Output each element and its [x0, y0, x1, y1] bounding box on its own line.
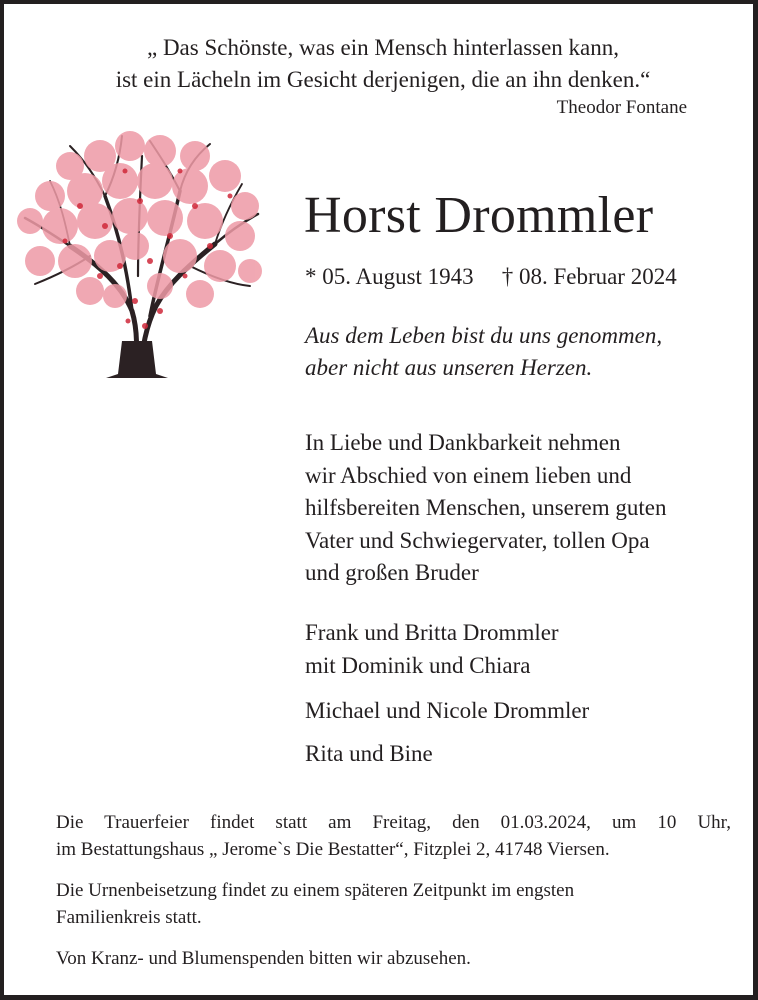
message-line: hilfsbereiten Menschen, unserem guten — [305, 495, 667, 520]
mourner-line: Michael und Nicole Drommler — [305, 698, 590, 723]
urn-line: Familienkreis statt. — [56, 907, 202, 928]
mourner-line: mit Dominik und Chiara — [305, 653, 531, 678]
mourner-group — [305, 737, 433, 770]
motto-line: Aus dem Leben bist du uns genommen, — [305, 323, 663, 348]
urn-line: Die Urnenbeisetzung findet zu einem späteren Zeitpunkt im engsten — [56, 880, 575, 901]
motto — [305, 320, 662, 384]
funeral-line: im Bestattungshaus „ Jerome`s Die Bestatter“, Fitzplei 2, 41748 Viersen. — [56, 839, 610, 860]
funeral-line: Die Trauerfeier findet statt am Freitag, den 01.03.2024, um 10 Uhr, — [56, 812, 731, 833]
death-date: † 08. Februar 2024 — [501, 264, 677, 289]
quote-author: Theodor Fontane — [556, 97, 687, 118]
funeral-info — [56, 809, 731, 863]
quote-line-2: ist ein Lächeln im Gesicht derjenigen, die an ihn denken.“ — [115, 67, 651, 92]
message-line: In Liebe und Dankbarkeit nehmen — [305, 430, 621, 455]
farewell-message — [305, 427, 667, 590]
cherry-blossom-tree-icon — [10, 126, 268, 378]
mourner-group — [305, 616, 559, 682]
quote-line-1: „ Das Schönste, was ein Mensch hinterlassen kann, — [146, 35, 620, 60]
urn-burial-info — [56, 877, 574, 931]
message-line: wir Abschied von einem lieben und — [305, 462, 632, 488]
motto-line: aber nicht aus unseren Herzen. — [305, 355, 593, 380]
message-line: Vater und Schwiegervater, tollen Opa — [305, 527, 650, 553]
mourner-line: Frank und Britta Drommler — [305, 620, 559, 645]
flowers-note: Von Kranz- und Blumenspenden bitten wir abzusehen. — [56, 948, 471, 969]
mourner-line: Rita und Bine — [305, 741, 433, 766]
message-line: und großen Bruder — [305, 560, 479, 585]
birth-date: * 05. August 1943 — [305, 264, 474, 289]
mourner-group — [305, 694, 589, 727]
life-dates — [305, 261, 677, 293]
deceased-name: Horst Drommler — [304, 187, 654, 244]
